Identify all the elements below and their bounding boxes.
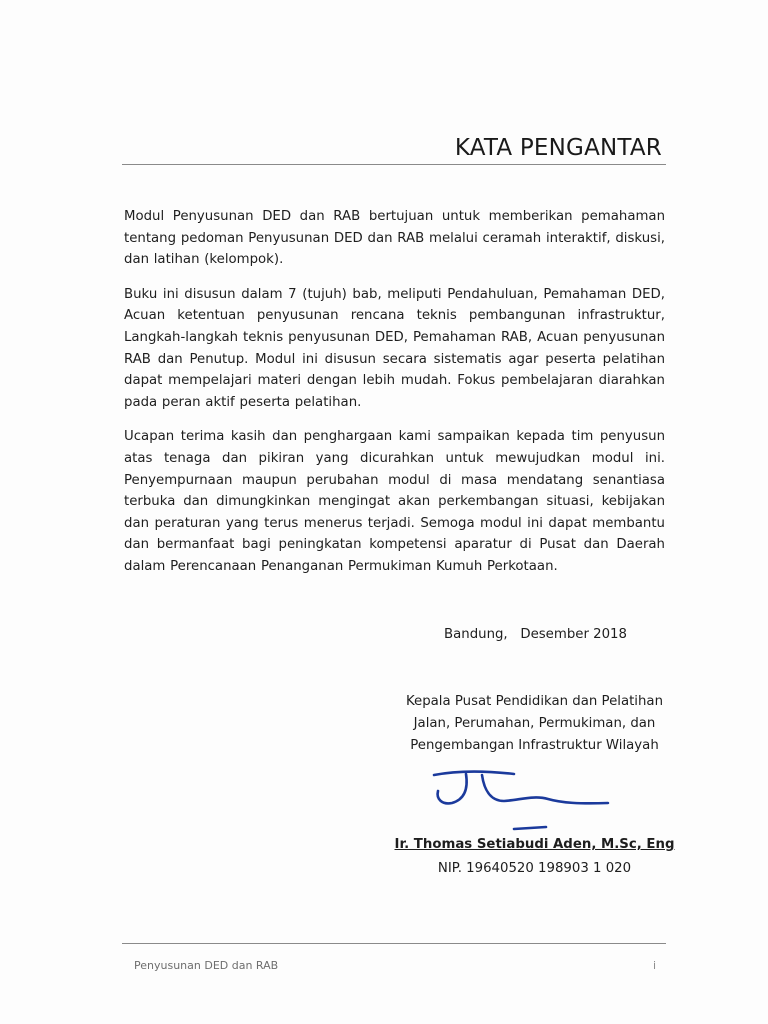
- signature-stroke-j: [438, 774, 467, 803]
- handwritten-signature: [430, 765, 615, 840]
- footer-page-number: i: [653, 959, 657, 972]
- place-date: Bandung, Desember 2018: [444, 627, 627, 642]
- position-line-1: Kepala Pusat Pendidikan dan Pelatihan: [405, 694, 664, 709]
- signatory-position: [393, 691, 676, 757]
- footer-document-title: Penyusunan DED dan RAB: [134, 959, 279, 972]
- signature-stroke-dash: [514, 827, 546, 829]
- position-line-2: Jalan, Perumahan, Permukiman, dan: [413, 716, 656, 731]
- position-line-3: Pengembangan Infrastruktur Wilayah: [410, 738, 659, 753]
- signature-stroke-top: [434, 772, 514, 776]
- paragraph-1: Modul Penyusunan DED dan RAB bertujuan untuk memberikan pemahaman tentang pedoman Penyusunan DED dan RAB melalui ceramah interaktif, diskusi, dan latihan (kelompok).: [124, 209, 665, 268]
- paragraph-3: Ucapan terima kasih dan penghargaan kami sampaikan kepada tim penyusun atas tenaga dan pikiran yang dicurahkan untuk mewujudkan modul ini. Penyempurnaan maupun perubahan modul di masa mendatang senantiasa terbuka dan dimungkinkan mengingat akan perkembangan situasi, kebijakan dan peraturan yang terus menerus terjadi. Semoga modul ini dapat membantu dan bermanfaat bagi peningkatan kompetensi aparatur di Pusat dan Daerah dalam Perencanaan Penanganan Permukiman Kumuh Perkotaan.: [124, 429, 665, 574]
- page-title: KATA PENGANTAR: [454, 135, 662, 161]
- signature-stroke-main: [482, 775, 608, 803]
- body-text: [124, 206, 665, 591]
- footer-divider: [122, 943, 666, 944]
- paragraph-2: Buku ini disusun dalam 7 (tujuh) bab, meliputi Pendahuluan, Pemahaman DED, Acuan ketentuan penyusunan rencana teknis pembangunan infrastruktur, Langkah-langkah teknis penyusunan DED, Pemahaman RAB, Acuan penyusunan RAB dan Penutup. Modul ini disusun secara sistematis agar peserta pelatihan dapat mempelajari materi dengan lebih mudah. Fokus pembelajaran diarahkan pada peran aktif peserta pelatihan.: [124, 286, 665, 410]
- signer-name: Ir. Thomas Setiabudi Aden, M.Sc, Eng: [394, 837, 675, 852]
- signer-nip: NIP. 19640520 198903 1 020: [437, 861, 632, 876]
- header-divider: [122, 164, 666, 165]
